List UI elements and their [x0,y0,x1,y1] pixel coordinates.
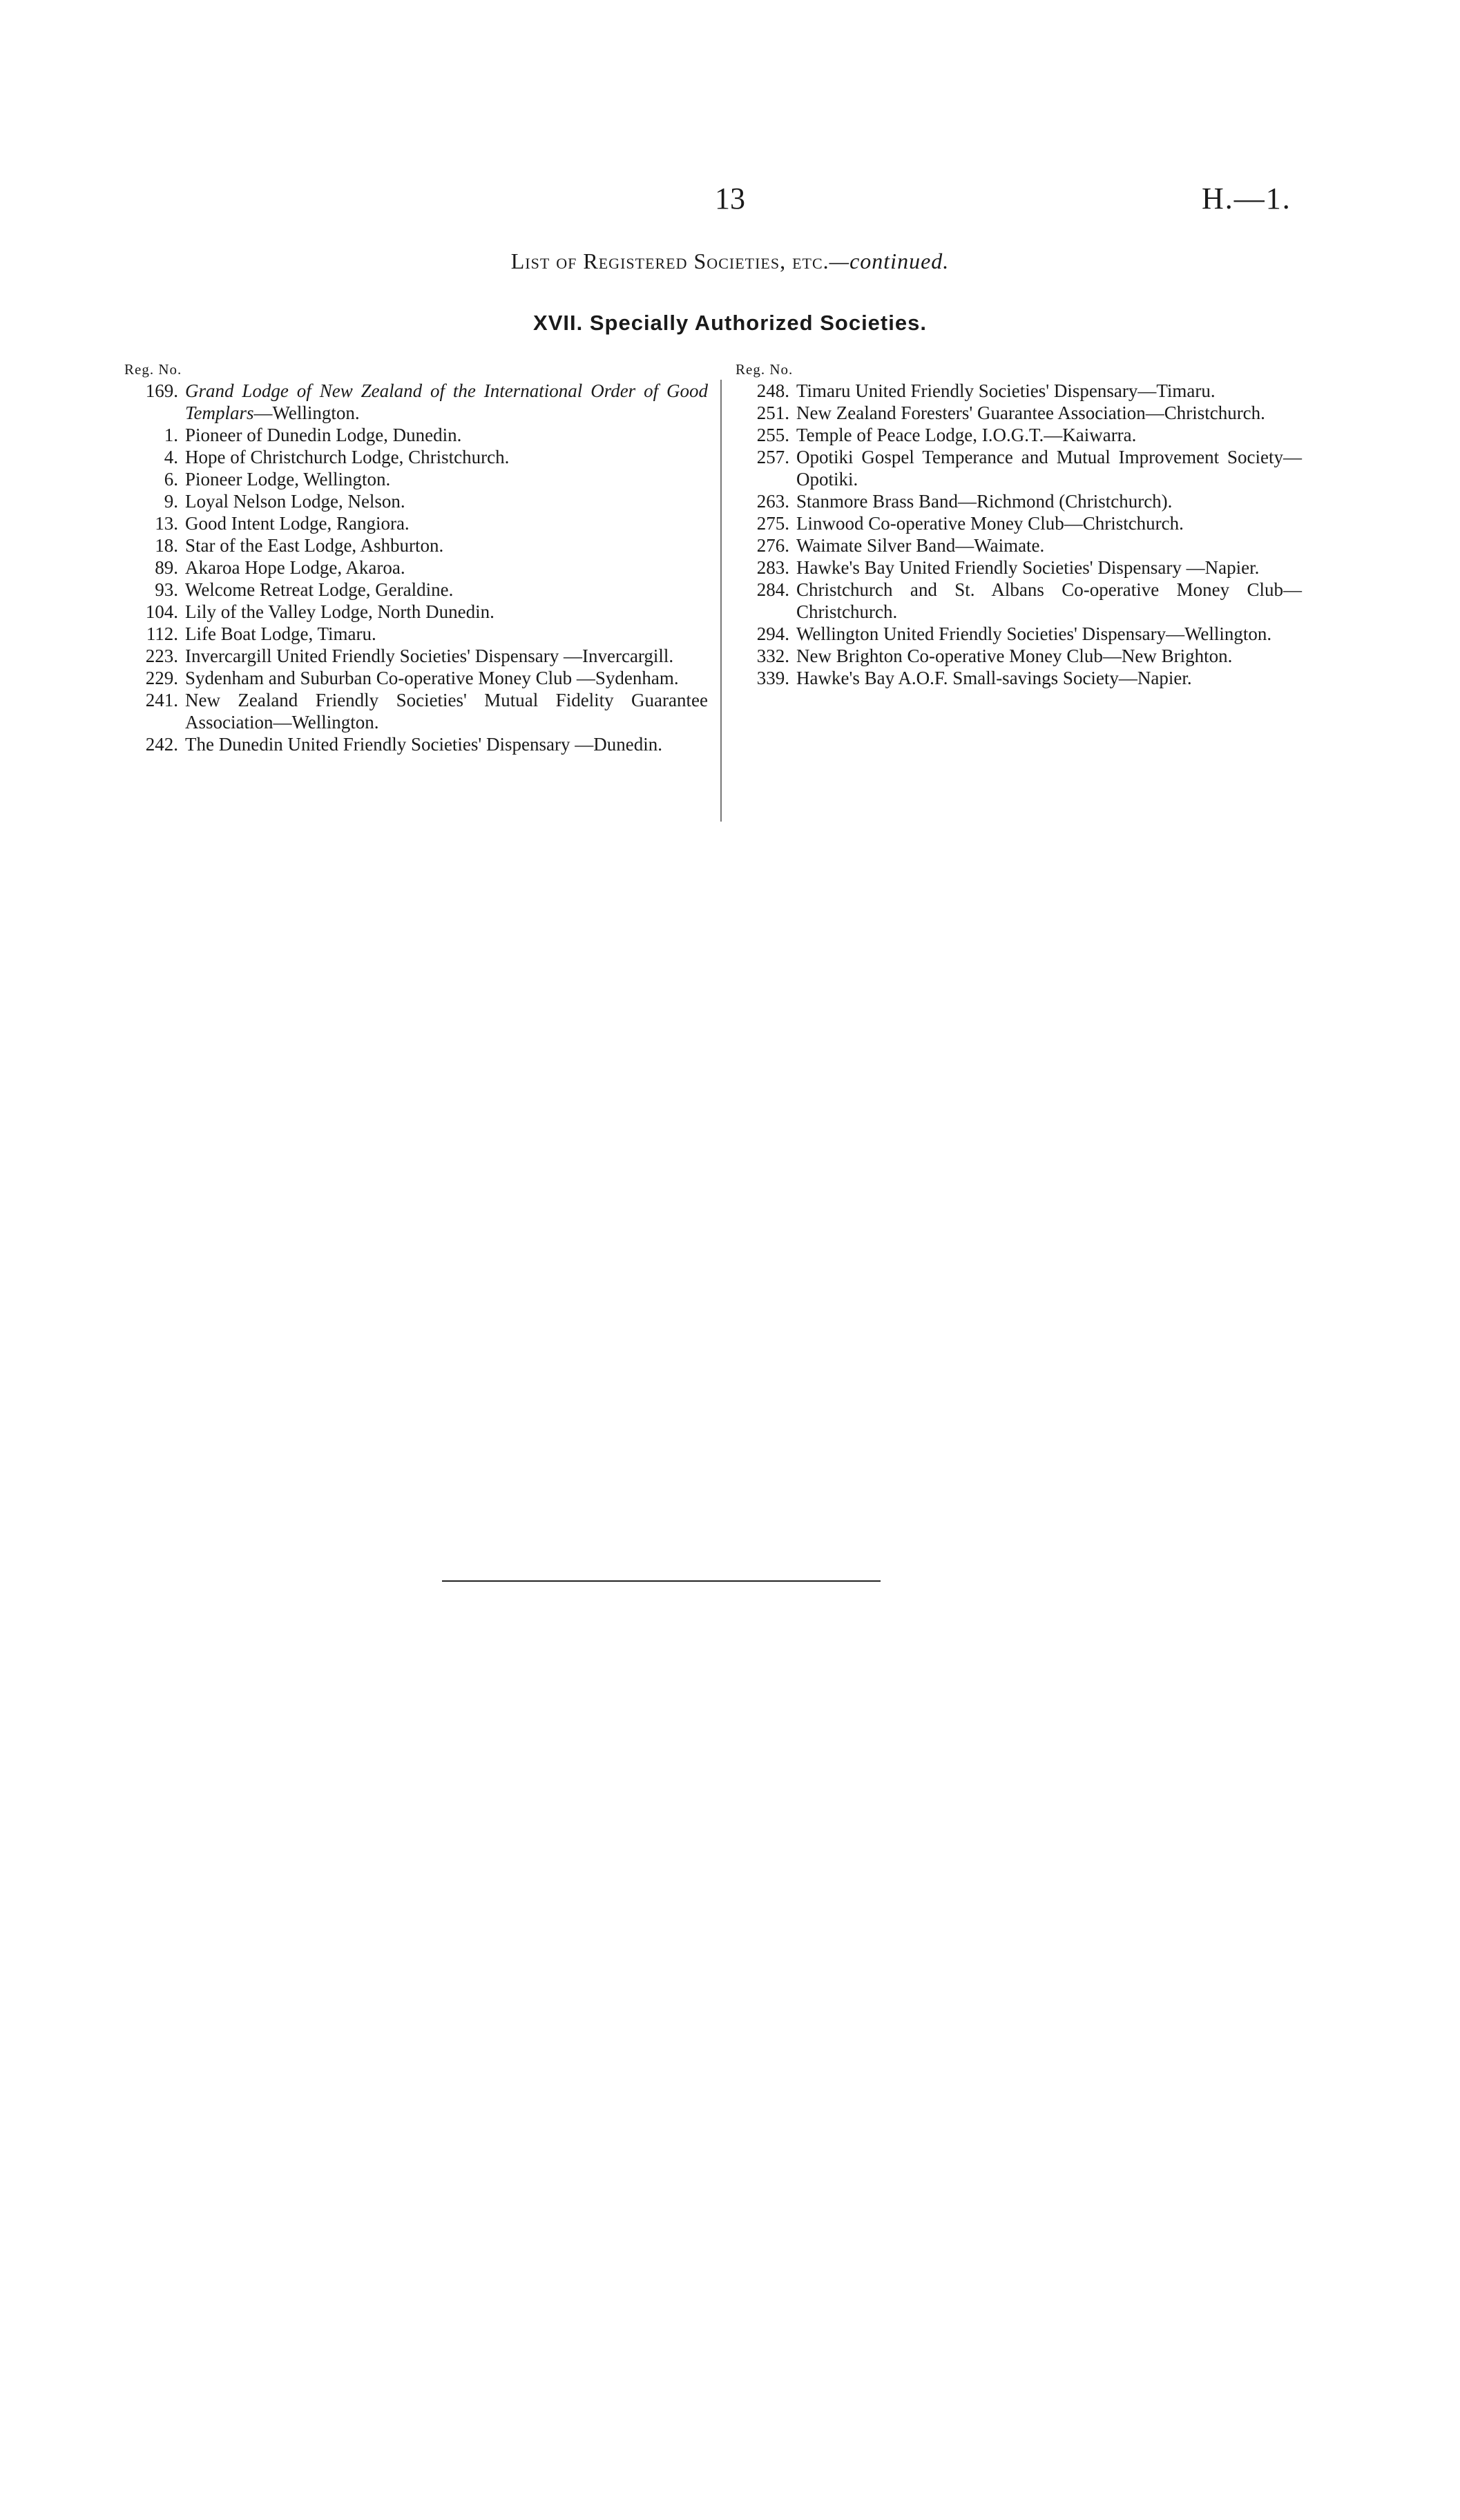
page-number: 13 [715,182,745,215]
right-column [736,359,1302,689]
registration-number: 169. [145,380,178,401]
list-item [124,733,708,755]
society-name: The Dunedin United Friendly Societies' Dispensary —Dunedin. [185,734,662,755]
registration-number: 89. [155,557,178,578]
registration-number: 275. [756,513,789,534]
running-title-continued: —continued. [829,249,950,273]
society-name-italic: Grand Lodge of New Zealand of the International Order of Good Templars [185,380,708,423]
society-name: Life Boat Lodge, Timaru. [185,623,376,644]
list-item [124,468,708,490]
registration-number: 1. [164,425,178,445]
registration-number: 13. [155,513,178,534]
list-item [124,534,708,556]
society-name: Waimate Silver Band—Waimate. [796,535,1045,556]
running-title-main: List of Registered Societies, etc. [510,249,829,273]
registration-number: 6. [164,469,178,490]
society-name: Sydenham and Suburban Co-operative Money Club —Sydenham. [185,668,679,688]
society-name: Wellington United Friendly Societies' Dispensary—Wellington. [796,623,1272,644]
list-item [124,667,708,689]
society-name: Good Intent Lodge, Rangiora. [185,513,410,534]
list-item [124,645,708,667]
society-name: Hawke's Bay A.O.F. Small-savings Society—Napier. [796,668,1192,688]
registration-number: 4. [164,447,178,467]
society-name: Timaru United Friendly Societies' Dispensary—Timaru. [796,380,1216,401]
society-name: Lily of the Valley Lodge, North Dunedin. [185,601,494,622]
list-item [736,645,1302,667]
running-title [0,249,1460,274]
section-heading: XVII. Specially Authorized Societies. [533,311,927,335]
society-name: Grand Lodge of New Zealand of the International Order of Good Templars—Wellington. [185,380,708,423]
registration-number: 276. [756,535,789,556]
society-name: Hope of Christchurch Lodge, Christchurch. [185,447,510,467]
list-item [736,623,1302,645]
society-name: Opotiki Gospel Temperance and Mutual Improvement Society—Opotiki. [796,447,1302,490]
right-column-header: Reg. No. [736,361,794,378]
registration-number: 93. [155,579,178,600]
registration-number: 9. [164,491,178,512]
list-item [736,446,1302,490]
list-item [124,601,708,623]
registration-number: 251. [756,403,789,423]
list-item [736,579,1302,623]
registration-number: 294. [756,623,789,644]
society-name: Welcome Retreat Lodge, Geraldine. [185,579,454,600]
list-item [124,512,708,534]
list-item [736,512,1302,534]
list-item [124,579,708,601]
registration-number: 263. [756,491,789,512]
document-code: H.—1. [1202,182,1291,215]
society-name: Temple of Peace Lodge, I.O.G.T.—Kaiwarra. [796,425,1137,445]
society-name: Christchurch and St. Albans Co-operative Money Club—Christchurch. [796,579,1302,622]
registration-number: 104. [145,601,178,622]
list-item [124,424,708,446]
column-divider [720,380,722,822]
list-item [736,490,1302,512]
registration-number: 332. [756,646,789,666]
society-name: New Zealand Foresters' Guarantee Association—Christchurch. [796,403,1265,423]
list-item [124,689,708,733]
registration-number: 112. [146,623,178,644]
registration-number: 242. [145,734,178,755]
list-item [736,402,1302,424]
registration-number: 283. [756,557,789,578]
society-name: Linwood Co-operative Money Club—Christchurch. [796,513,1184,534]
list-item [736,667,1302,689]
registration-number: 229. [145,668,178,688]
list-item [124,556,708,579]
society-name: Akaroa Hope Lodge, Akaroa. [185,557,405,578]
society-name: Pioneer Lodge, Wellington. [185,469,391,490]
registration-number: 18. [155,535,178,556]
registration-number: 284. [756,579,789,600]
end-rule [442,1580,881,1582]
list-item [736,424,1302,446]
society-name: Invercargill United Friendly Societies' Dispensary —Invercargill. [185,646,674,666]
registration-number: 241. [145,690,178,710]
society-name: Stanmore Brass Band—Richmond (Christchurch). [796,491,1173,512]
left-column [124,359,708,755]
registration-number: 223. [145,646,178,666]
society-name: New Zealand Friendly Societies' Mutual Fidelity Guarantee Association—Wellington. [185,690,708,733]
registration-number: 255. [756,425,789,445]
list-item [124,490,708,512]
left-column-header: Reg. No. [124,361,182,378]
registration-number: 339. [756,668,789,688]
society-name: Loyal Nelson Lodge, Nelson. [185,491,405,512]
society-name: New Brighton Co-operative Money Club—New Brighton. [796,646,1233,666]
list-item [736,534,1302,556]
list-item [124,380,708,424]
registration-number: 248. [756,380,789,401]
list-item [124,623,708,645]
list-item [124,446,708,468]
society-name: Star of the East Lodge, Ashburton. [185,535,444,556]
list-item [736,556,1302,579]
registration-number: 257. [756,447,789,467]
society-name: Pioneer of Dunedin Lodge, Dunedin. [185,425,462,445]
list-item [736,380,1302,402]
society-name: Hawke's Bay United Friendly Societies' Dispensary —Napier. [796,557,1260,578]
